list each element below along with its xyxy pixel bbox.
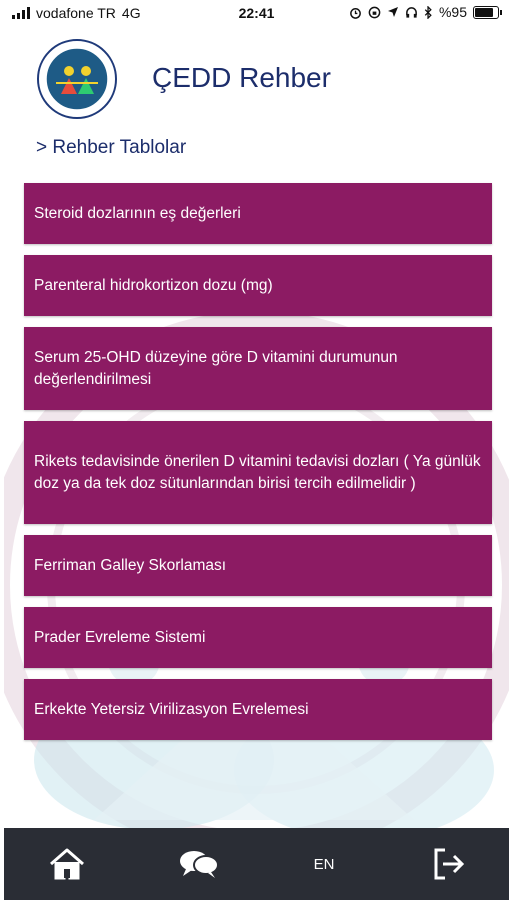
language-toggle[interactable]: EN (313, 855, 335, 873)
tab-logout[interactable] (414, 828, 484, 900)
status-right (349, 4, 499, 20)
menu-item-vitamin-d-status[interactable]: Serum 25-OHD düzeyine göre D vitamini durumunun değerlendirilmesi (24, 327, 492, 410)
bluetooth-icon (424, 6, 433, 19)
battery-icon (473, 6, 499, 19)
app-title: ÇEDD Rehber (152, 62, 331, 93)
cedd-logo-icon (36, 38, 118, 120)
tab-home[interactable] (32, 828, 102, 900)
menu-item-hydrocortisone-dose[interactable]: Parenteral hidrokortizon dozu (mg) (24, 255, 492, 316)
tab-chat[interactable] (164, 828, 234, 900)
tab-bar (4, 828, 509, 900)
battery-percent: %95 (438, 4, 467, 20)
home-icon (48, 847, 86, 881)
guide-table-list (24, 183, 492, 751)
app-screen (4, 0, 509, 900)
menu-item-steroid-doses[interactable]: Steroid dozlarının eş değerleri (24, 183, 492, 244)
menu-item-rickets-treatment[interactable]: Rikets tedavisinde önerilen D vitamini tedavisi dozları ( Ya günlük doz ya da tek doz sütunlarından birisi tercih edilmelidir ) (24, 421, 492, 524)
rotation-lock-icon (368, 6, 381, 19)
menu-item-prader-staging[interactable]: Prader Evreleme Sistemi (24, 607, 492, 668)
alarm-icon (349, 6, 362, 19)
header (4, 28, 509, 128)
headphones-icon (405, 6, 418, 19)
menu-item-ferriman-gallwey[interactable]: Ferriman Galley Skorlaması (24, 535, 492, 596)
status-bar (4, 0, 509, 26)
chat-icon (178, 848, 220, 880)
menu-item-undervirilization[interactable]: Erkekte Yetersiz Virilizasyon Evrelemesi (24, 679, 492, 740)
location-icon (387, 6, 399, 18)
carrier-label: vodafone TR (36, 5, 116, 21)
network-label: 4G (121, 5, 141, 21)
breadcrumb[interactable]: > Rehber Tablolar (36, 137, 187, 158)
logout-icon (431, 846, 467, 882)
status-time: 22:41 (238, 5, 275, 21)
